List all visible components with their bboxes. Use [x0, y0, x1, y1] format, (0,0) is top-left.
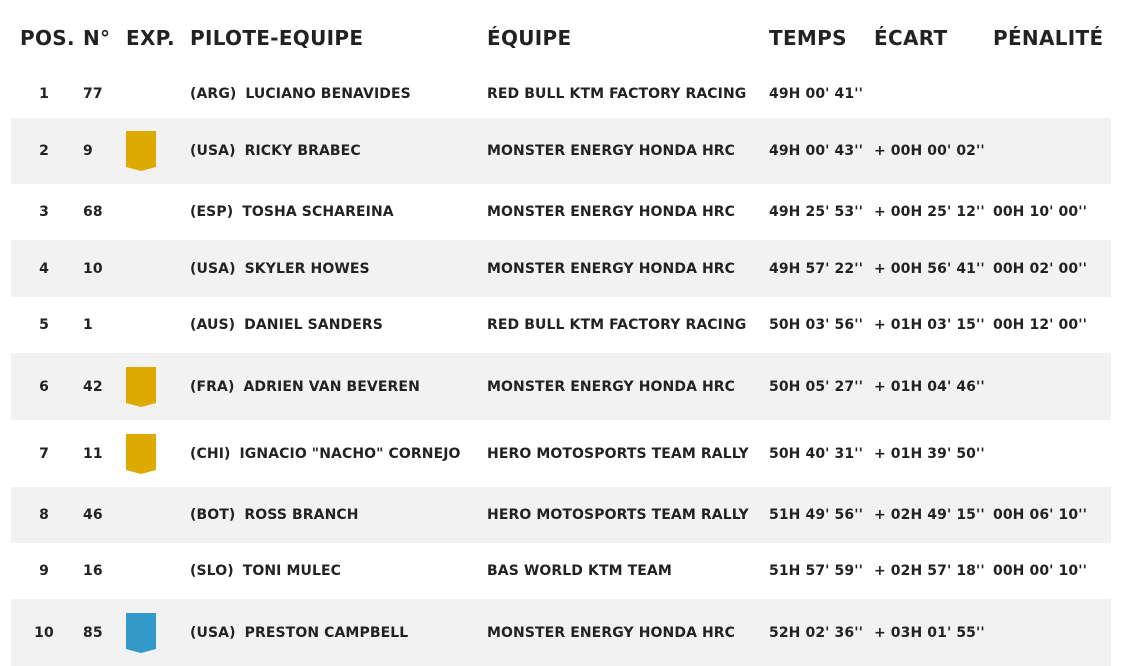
pilot-name: LUCIANO BENAVIDES [245, 86, 411, 102]
pilot-cell [190, 143, 361, 159]
bib-number-cell: 11 [83, 445, 103, 462]
gap-cell: + 01H 03' 15'' [874, 317, 985, 333]
table-body [11, 70, 1111, 666]
country-code: (USA) [190, 260, 236, 277]
experience-badge-gold-icon [126, 434, 156, 474]
time-cell: 52H 02' 36'' [769, 624, 863, 641]
header-pilot-team: PILOTE-EQUIPE [190, 26, 364, 50]
penalty-cell: 00H 12' 00'' [993, 317, 1087, 333]
team-cell: RED BULL KTM FACTORY RACING [487, 317, 747, 333]
position-cell: 8 [39, 507, 49, 523]
table-row[interactable] [11, 543, 1111, 599]
team-cell: HERO MOTOSPORTS TEAM RALLY [487, 507, 749, 523]
position-cell: 5 [39, 317, 49, 333]
country-code: (ESP) [190, 204, 234, 220]
country-code: (FRA) [190, 378, 235, 395]
bib-number-cell: 46 [83, 507, 103, 523]
table-row[interactable] [11, 599, 1111, 666]
team-cell: MONSTER ENERGY HONDA HRC [487, 378, 736, 395]
pilot-cell [190, 379, 420, 395]
table-row[interactable] [11, 118, 1111, 184]
position-cell: 1 [39, 86, 49, 102]
bib-number-cell: 16 [83, 563, 103, 579]
country-code: (USA) [190, 143, 236, 159]
gap-cell: + 00H 00' 02'' [874, 143, 985, 159]
bib-number-cell: 68 [83, 204, 103, 220]
experience-cell [126, 367, 156, 407]
bib-number-cell: 9 [83, 143, 93, 159]
time-cell: 50H 05' 27'' [769, 378, 863, 395]
team-cell: MONSTER ENERGY HONDA HRC [487, 260, 736, 277]
pilot-name: IGNACIO "NACHO" CORNEJO [239, 445, 461, 462]
pilot-name: SKYLER HOWES [244, 260, 370, 277]
team-cell: MONSTER ENERGY HONDA HRC [487, 143, 736, 159]
pilot-cell [190, 446, 461, 462]
pilot-cell [190, 86, 411, 102]
country-code: (CHI) [190, 445, 231, 462]
pilot-cell [190, 563, 341, 579]
pilot-cell [190, 317, 383, 333]
header-penalty: PÉNALITÉ [993, 26, 1104, 50]
pilot-cell [190, 261, 370, 277]
pilot-name: RICKY BRABEC [244, 143, 361, 159]
experience-badge-blue-icon [126, 613, 156, 653]
country-code: (AUS) [190, 317, 236, 333]
gap-cell: + 01H 39' 50'' [874, 445, 985, 462]
gap-cell: + 01H 04' 46'' [874, 378, 985, 395]
table-row[interactable] [11, 487, 1111, 543]
pilot-name: ADRIEN VAN BEVEREN [243, 378, 420, 395]
position-cell: 3 [39, 204, 49, 220]
time-cell: 50H 03' 56'' [769, 317, 863, 333]
bib-number-cell: 1 [83, 317, 93, 333]
team-cell: RED BULL KTM FACTORY RACING [487, 86, 747, 102]
country-code: (BOT) [190, 507, 236, 523]
country-code: (SLO) [190, 563, 234, 579]
bib-number-cell: 10 [83, 260, 103, 277]
table-header [11, 0, 1111, 70]
time-cell: 49H 57' 22'' [769, 260, 863, 277]
gap-cell: + 03H 01' 55'' [874, 624, 985, 641]
time-cell: 49H 25' 53'' [769, 204, 863, 220]
table-row[interactable] [11, 420, 1111, 487]
position-cell: 6 [39, 378, 49, 395]
experience-cell [126, 613, 156, 653]
time-cell: 51H 57' 59'' [769, 563, 863, 579]
bib-number-cell: 85 [83, 624, 103, 641]
time-cell: 49H 00' 41'' [769, 86, 863, 102]
position-cell: 2 [39, 143, 49, 159]
standings-table [11, 0, 1111, 666]
experience-cell [126, 131, 156, 171]
table-row[interactable] [11, 184, 1111, 240]
header-number: N° [83, 26, 111, 50]
table-row[interactable] [11, 240, 1111, 297]
penalty-cell: 00H 02' 00'' [993, 260, 1087, 277]
table-row[interactable] [11, 353, 1111, 420]
pilot-name: TOSHA SCHAREINA [242, 204, 394, 220]
pilot-name: DANIEL SANDERS [244, 317, 383, 333]
team-cell: MONSTER ENERGY HONDA HRC [487, 204, 736, 220]
team-cell: BAS WORLD KTM TEAM [487, 563, 672, 579]
pilot-cell [190, 507, 359, 523]
country-code: (USA) [190, 624, 236, 641]
time-cell: 51H 49' 56'' [769, 507, 863, 523]
time-cell: 50H 40' 31'' [769, 445, 863, 462]
position-cell: 10 [34, 624, 54, 641]
position-cell: 9 [39, 563, 49, 579]
bib-number-cell: 42 [83, 378, 103, 395]
pilot-cell [190, 204, 394, 220]
header-pos: POS. [20, 26, 75, 50]
bib-number-cell: 77 [83, 86, 103, 102]
gap-cell: + 00H 25' 12'' [874, 204, 985, 220]
gap-cell: + 02H 57' 18'' [874, 563, 985, 579]
header-experience: EXP. [126, 26, 175, 50]
header-gap: ÉCART [874, 26, 948, 50]
experience-badge-gold-icon [126, 367, 156, 407]
penalty-cell: 00H 10' 00'' [993, 204, 1087, 220]
gap-cell: + 02H 49' 15'' [874, 507, 985, 523]
pilot-cell [190, 625, 408, 641]
team-cell: HERO MOTOSPORTS TEAM RALLY [487, 445, 749, 462]
table-row[interactable] [11, 70, 1111, 118]
country-code: (ARG) [190, 86, 237, 102]
experience-badge-gold-icon [126, 131, 156, 171]
position-cell: 4 [39, 260, 49, 277]
time-cell: 49H 00' 43'' [769, 143, 863, 159]
table-row[interactable] [11, 297, 1111, 353]
pilot-name: ROSS BRANCH [244, 507, 359, 523]
position-cell: 7 [39, 445, 49, 462]
header-team: ÉQUIPE [487, 26, 572, 50]
team-cell: MONSTER ENERGY HONDA HRC [487, 624, 736, 641]
experience-cell [126, 434, 156, 474]
gap-cell: + 00H 56' 41'' [874, 260, 985, 277]
penalty-cell: 00H 00' 10'' [993, 563, 1087, 579]
header-time: TEMPS [769, 26, 847, 50]
pilot-name: PRESTON CAMPBELL [244, 624, 409, 641]
pilot-name: TONI MULEC [242, 563, 342, 579]
penalty-cell: 00H 06' 10'' [993, 507, 1087, 523]
